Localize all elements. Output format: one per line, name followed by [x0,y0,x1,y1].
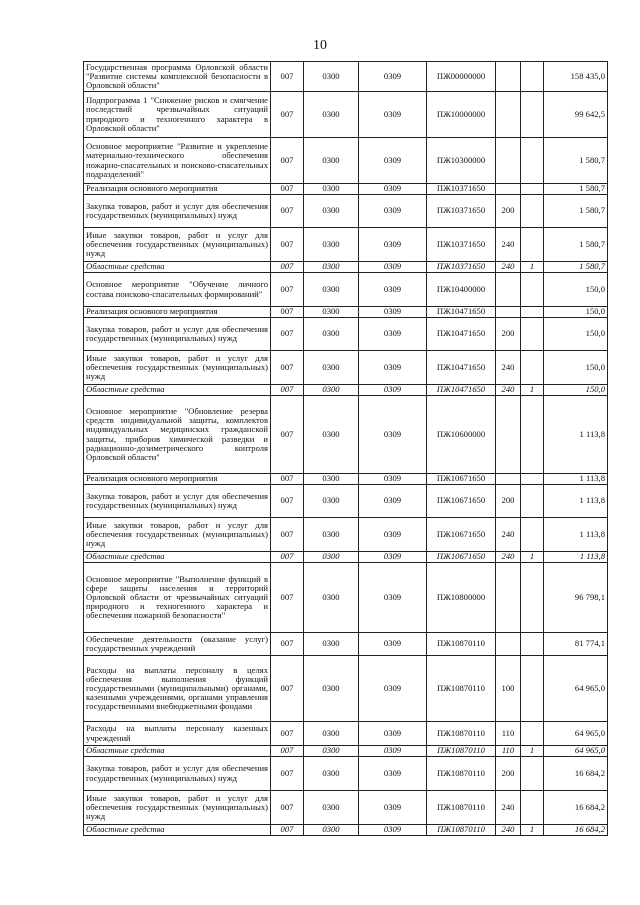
expense-type-cell [496,307,521,318]
table-row [84,485,608,518]
expense-type-cell [496,62,521,92]
grbs-code-cell: 007 [271,791,304,825]
row-name-cell: Иные закупки товаров, работ и услуг для обеспечения государственных (муниципальных) нужд [84,351,271,385]
expense-type-cell [496,396,521,474]
target-article-cell: ПЖ10471650 [427,351,496,385]
subsection-code-cell: 0309 [359,351,427,385]
expense-type-cell: 240 [496,825,521,836]
section-code-cell: 0300 [304,485,359,518]
row-name-cell: Реализация основного мероприятия [84,474,271,485]
funding-source-cell [521,62,544,92]
subsection-code-cell: 0309 [359,633,427,656]
section-code-cell: 0300 [304,633,359,656]
subsection-code-cell: 0309 [359,757,427,791]
amount-cell: 81 774,1 [544,633,608,656]
expense-type-cell: 110 [496,746,521,757]
amount-cell: 16 684,2 [544,791,608,825]
target-article-cell: ПЖ10600000 [427,396,496,474]
section-code-cell: 0300 [304,396,359,474]
funding-source-cell [521,757,544,791]
page-number: 10 [313,38,327,53]
target-article-cell: ПЖ10671650 [427,552,496,563]
section-code-cell: 0300 [304,563,359,633]
amount-cell: 1 113,8 [544,396,608,474]
target-article-cell: ПЖ10870110 [427,757,496,791]
table-row [84,563,608,633]
target-article-cell: ПЖ10671650 [427,518,496,552]
row-name-cell: Закупка товаров, работ и услуг для обеспечения государственных (муниципальных) нужд [84,318,271,351]
table-row [84,633,608,656]
table-row [84,757,608,791]
grbs-code-cell: 007 [271,485,304,518]
table-row [84,262,608,273]
grbs-code-cell: 007 [271,262,304,273]
target-article-cell: ПЖ10371650 [427,228,496,262]
row-name-cell: Закупка товаров, работ и услуг для обеспечения государственных (муниципальных) нужд [84,485,271,518]
subsection-code-cell: 0309 [359,518,427,552]
grbs-code-cell: 007 [271,138,304,184]
table-row [84,518,608,552]
grbs-code-cell: 007 [271,195,304,228]
target-article-cell: ПЖ00000000 [427,62,496,92]
section-code-cell: 0300 [304,656,359,722]
amount-cell: 99 642,5 [544,92,608,138]
target-article-cell: ПЖ10870110 [427,656,496,722]
table-row [84,228,608,262]
subsection-code-cell: 0309 [359,552,427,563]
row-name-cell: Подпрограмма 1 "Снижение рисков и смягчение последствий чрезвычайных ситуаций природного и техногенного характера в Орловской области" [84,92,271,138]
funding-source-cell [521,633,544,656]
row-name-cell: Реализация основного мероприятия [84,307,271,318]
funding-source-cell [521,184,544,195]
amount-cell: 1 580,7 [544,184,608,195]
row-name-cell: Обеспечение деятельности (оказание услуг) государственных учреждений [84,633,271,656]
amount-cell: 96 798,1 [544,563,608,633]
table-row [84,722,608,746]
table-row [84,318,608,351]
subsection-code-cell: 0309 [359,791,427,825]
funding-source-cell [521,474,544,485]
section-code-cell: 0300 [304,385,359,396]
row-name-cell: Расходы на выплаты персоналу в целях обеспечения выполнения функций государственными (муниципальными) органами, казенными учреждениями, органами управления государственными внебюджетными фондами [84,656,271,722]
amount-cell: 64 965,0 [544,746,608,757]
section-code-cell: 0300 [304,262,359,273]
grbs-code-cell: 007 [271,396,304,474]
amount-cell: 16 684,2 [544,825,608,836]
subsection-code-cell: 0309 [359,746,427,757]
funding-source-cell: 1 [521,385,544,396]
target-article-cell: ПЖ10471650 [427,318,496,351]
table-row [84,184,608,195]
section-code-cell: 0300 [304,318,359,351]
section-code-cell: 0300 [304,351,359,385]
grbs-code-cell: 007 [271,62,304,92]
grbs-code-cell: 007 [271,318,304,351]
row-name-cell: Основное мероприятие "Выполнение функций в сфере защиты населения и территорий Орловской области от чрезвычайных ситуаций природного и техногенного характера и обеспечения пожарной безопасности" [84,563,271,633]
expense-type-cell [496,633,521,656]
section-code-cell: 0300 [304,195,359,228]
table-row [84,307,608,318]
expense-type-cell [496,92,521,138]
grbs-code-cell: 007 [271,757,304,791]
target-article-cell: ПЖ10671650 [427,485,496,518]
expense-type-cell: 110 [496,722,521,746]
funding-source-cell [521,485,544,518]
row-name-cell: Областные средства [84,552,271,563]
table-row [84,474,608,485]
subsection-code-cell: 0309 [359,62,427,92]
grbs-code-cell: 007 [271,825,304,836]
table-row [84,138,608,184]
target-article-cell: ПЖ10671650 [427,474,496,485]
amount-cell: 1 580,7 [544,228,608,262]
grbs-code-cell: 007 [271,722,304,746]
table-body [84,62,608,836]
table-row [84,396,608,474]
grbs-code-cell: 007 [271,746,304,757]
table-row [84,273,608,307]
grbs-code-cell: 007 [271,385,304,396]
grbs-code-cell: 007 [271,184,304,195]
subsection-code-cell: 0309 [359,563,427,633]
row-name-cell: Иные закупки товаров, работ и услуг для обеспечения государственных (муниципальных) нужд [84,518,271,552]
amount-cell: 16 684,2 [544,757,608,791]
funding-source-cell [521,722,544,746]
subsection-code-cell: 0309 [359,825,427,836]
expense-type-cell: 200 [496,318,521,351]
row-name-cell: Основное мероприятие "Обновление резерва средств индивидуальной защиты, комплектов индивидуальных медицинских гражданской защиты, приборов химической разведки и радиационно-дозиметрического контроля Орловской области" [84,396,271,474]
section-code-cell: 0300 [304,62,359,92]
row-name-cell: Расходы на выплаты персоналу казенных учреждений [84,722,271,746]
subsection-code-cell: 0309 [359,184,427,195]
grbs-code-cell: 007 [271,563,304,633]
expense-type-cell: 200 [496,195,521,228]
table-row [84,552,608,563]
grbs-code-cell: 007 [271,307,304,318]
funding-source-cell [521,273,544,307]
subsection-code-cell: 0309 [359,195,427,228]
table-row [84,62,608,92]
grbs-code-cell: 007 [271,351,304,385]
expense-type-cell [496,138,521,184]
funding-source-cell: 1 [521,552,544,563]
expense-type-cell: 240 [496,262,521,273]
row-name-cell: Областные средства [84,385,271,396]
table-row [84,656,608,722]
amount-cell: 150,0 [544,273,608,307]
target-article-cell: ПЖ10400000 [427,273,496,307]
grbs-code-cell: 007 [271,656,304,722]
table-row [84,351,608,385]
funding-source-cell [521,138,544,184]
amount-cell: 150,0 [544,385,608,396]
grbs-code-cell: 007 [271,273,304,307]
grbs-code-cell: 007 [271,92,304,138]
subsection-code-cell: 0309 [359,262,427,273]
subsection-code-cell: 0309 [359,485,427,518]
section-code-cell: 0300 [304,474,359,485]
grbs-code-cell: 007 [271,552,304,563]
expense-type-cell [496,563,521,633]
section-code-cell: 0300 [304,92,359,138]
subsection-code-cell: 0309 [359,273,427,307]
row-name-cell: Иные закупки товаров, работ и услуг для обеспечения государственных (муниципальных) нужд [84,228,271,262]
row-name-cell: Иные закупки товаров, работ и услуг для обеспечения государственных (муниципальных) нужд [84,791,271,825]
section-code-cell: 0300 [304,757,359,791]
section-code-cell: 0300 [304,273,359,307]
funding-source-cell [521,563,544,633]
amount-cell: 1 113,8 [544,474,608,485]
subsection-code-cell: 0309 [359,385,427,396]
section-code-cell: 0300 [304,746,359,757]
row-name-cell: Областные средства [84,262,271,273]
amount-cell: 158 435,0 [544,62,608,92]
expense-type-cell: 240 [496,518,521,552]
grbs-code-cell: 007 [271,228,304,262]
amount-cell: 1 113,8 [544,552,608,563]
row-name-cell: Областные средства [84,825,271,836]
row-name-cell: Основное мероприятие "Обучение личного состава поисково-спасательных формирований" [84,273,271,307]
funding-source-cell [521,228,544,262]
funding-source-cell [521,396,544,474]
amount-cell: 1 580,7 [544,138,608,184]
expense-type-cell: 100 [496,656,521,722]
expense-type-cell [496,184,521,195]
expense-type-cell: 200 [496,485,521,518]
budget-table [83,61,608,836]
section-code-cell: 0300 [304,722,359,746]
funding-source-cell [521,791,544,825]
amount-cell: 150,0 [544,318,608,351]
target-article-cell: ПЖ10471650 [427,307,496,318]
expense-type-cell: 240 [496,385,521,396]
row-name-cell: Областные средства [84,746,271,757]
subsection-code-cell: 0309 [359,474,427,485]
grbs-code-cell: 007 [271,518,304,552]
expense-type-cell: 240 [496,552,521,563]
funding-source-cell: 1 [521,825,544,836]
row-name-cell: Государственная программа Орловской области "Развитие системы комплексной безопасности в Орловской области" [84,62,271,92]
row-name-cell: Закупка товаров, работ и услуг для обеспечения государственных (муниципальных) нужд [84,195,271,228]
grbs-code-cell: 007 [271,633,304,656]
amount-cell: 64 965,0 [544,656,608,722]
expense-type-cell: 240 [496,791,521,825]
target-article-cell: ПЖ10870110 [427,633,496,656]
grbs-code-cell: 007 [271,474,304,485]
target-article-cell: ПЖ10800000 [427,563,496,633]
expense-type-cell: 200 [496,757,521,791]
expense-type-cell: 240 [496,351,521,385]
table-row [84,195,608,228]
subsection-code-cell: 0309 [359,656,427,722]
subsection-code-cell: 0309 [359,396,427,474]
target-article-cell: ПЖ10371650 [427,262,496,273]
amount-cell: 1 580,7 [544,195,608,228]
section-code-cell: 0300 [304,138,359,184]
target-article-cell: ПЖ10471650 [427,385,496,396]
funding-source-cell: 1 [521,746,544,757]
target-article-cell: ПЖ10371650 [427,184,496,195]
target-article-cell: ПЖ10000000 [427,92,496,138]
funding-source-cell [521,318,544,351]
funding-source-cell [521,351,544,385]
funding-source-cell: 1 [521,262,544,273]
subsection-code-cell: 0309 [359,318,427,351]
amount-cell: 150,0 [544,351,608,385]
target-article-cell: ПЖ10870110 [427,825,496,836]
section-code-cell: 0300 [304,518,359,552]
funding-source-cell [521,92,544,138]
subsection-code-cell: 0309 [359,722,427,746]
table-row [84,92,608,138]
amount-cell: 1 113,8 [544,518,608,552]
amount-cell: 150,0 [544,307,608,318]
funding-source-cell [521,307,544,318]
row-name-cell: Закупка товаров, работ и услуг для обеспечения государственных (муниципальных) нужд [84,757,271,791]
section-code-cell: 0300 [304,552,359,563]
target-article-cell: ПЖ10371650 [427,195,496,228]
target-article-cell: ПЖ10300000 [427,138,496,184]
row-name-cell: Основное мероприятие "Развитие и укрепление материально-технического обеспечения пожарно-спасательных и поисково-спасательных подразделений" [84,138,271,184]
section-code-cell: 0300 [304,825,359,836]
subsection-code-cell: 0309 [359,138,427,184]
amount-cell: 1 580,7 [544,262,608,273]
section-code-cell: 0300 [304,228,359,262]
expense-type-cell: 240 [496,228,521,262]
target-article-cell: ПЖ10870110 [427,722,496,746]
section-code-cell: 0300 [304,307,359,318]
amount-cell: 1 113,8 [544,485,608,518]
funding-source-cell [521,195,544,228]
subsection-code-cell: 0309 [359,92,427,138]
section-code-cell: 0300 [304,184,359,195]
amount-cell: 64 965,0 [544,722,608,746]
expense-type-cell [496,273,521,307]
target-article-cell: ПЖ10870110 [427,791,496,825]
section-code-cell: 0300 [304,791,359,825]
table-row [84,385,608,396]
subsection-code-cell: 0309 [359,307,427,318]
subsection-code-cell: 0309 [359,228,427,262]
table-row [84,746,608,757]
expense-type-cell [496,474,521,485]
table-row [84,825,608,836]
table-row [84,791,608,825]
funding-source-cell [521,518,544,552]
target-article-cell: ПЖ10870110 [427,746,496,757]
funding-source-cell [521,656,544,722]
row-name-cell: Реализация основного мероприятия [84,184,271,195]
